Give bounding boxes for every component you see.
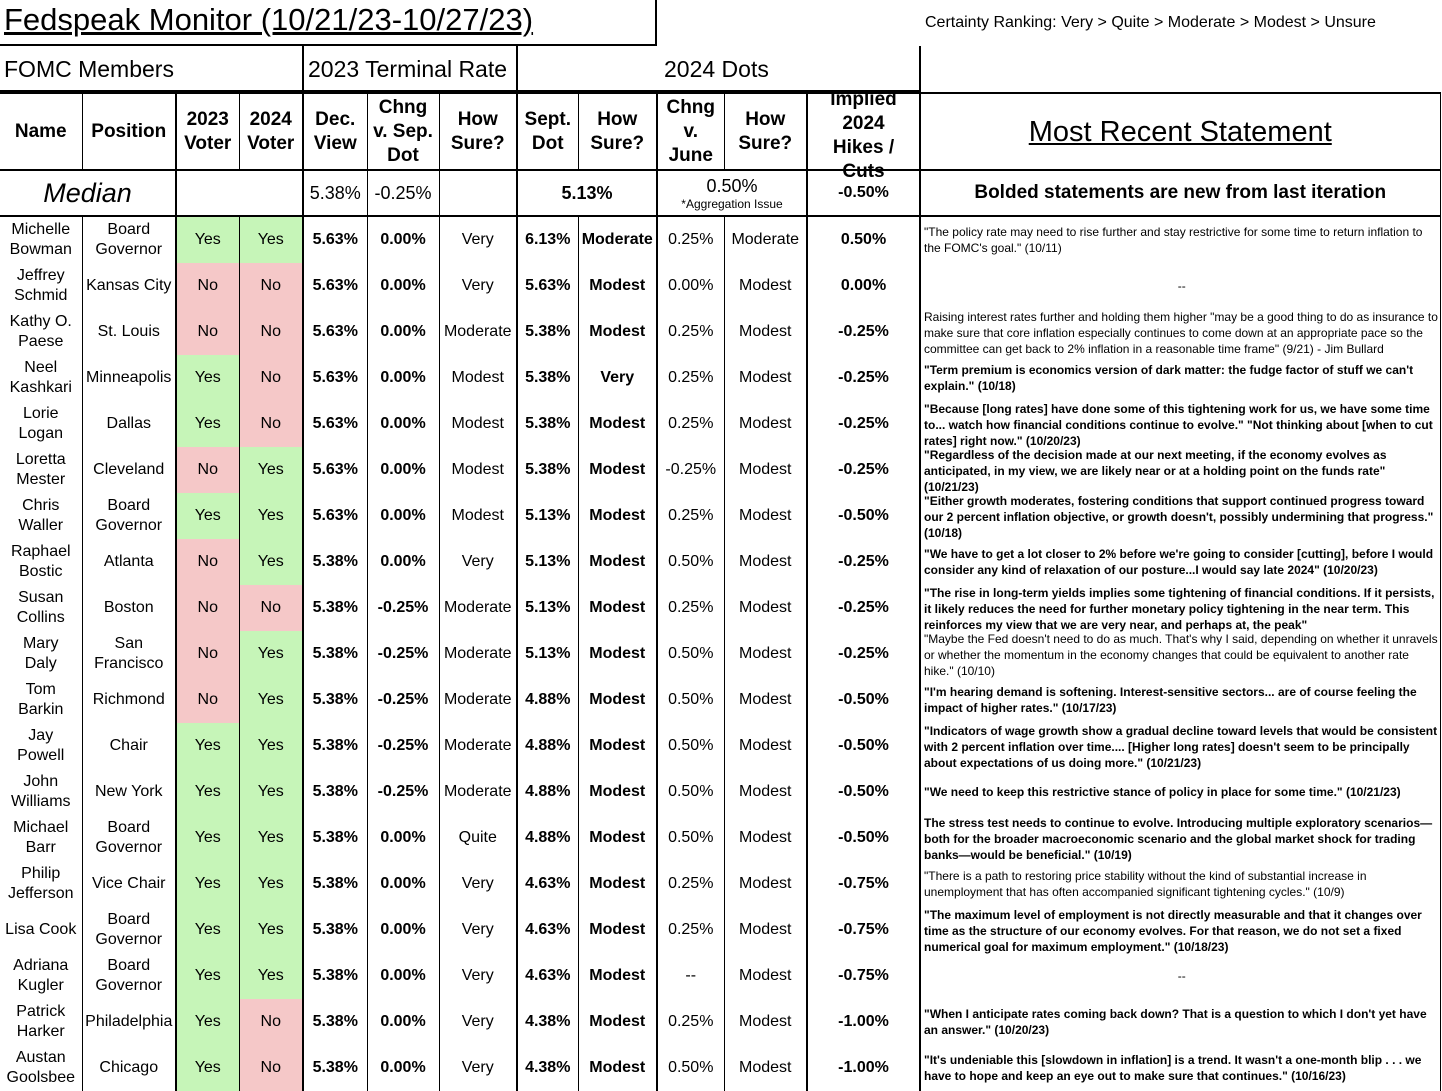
dec-view: 5.63% (303, 493, 367, 539)
member-name: Loretta Mester (0, 447, 82, 493)
sept-dot: 4.88% (517, 677, 578, 723)
col-implied-hikes-cuts: Implied 2024 Hikes / Cuts (807, 93, 920, 170)
median-voter-blank (176, 170, 303, 216)
chng-june: 0.50% (657, 539, 724, 585)
voter-2024: No (239, 355, 303, 401)
table-row (0, 861, 1440, 907)
implied-hikes-cuts: -0.50% (807, 677, 920, 723)
how-sure-june: Modest (724, 815, 807, 861)
chng-june: 0.25% (657, 999, 724, 1045)
how-sure-june: Modest (724, 631, 807, 677)
col-dec-view: Dec. View (303, 93, 367, 170)
implied-hikes-cuts: -0.25% (807, 631, 920, 677)
implied-hikes-cuts: -0.75% (807, 907, 920, 953)
group-2024-dots: 2024 Dots (518, 46, 921, 92)
how-sure-sept: Modest (578, 585, 657, 631)
voter-2023: Yes (176, 493, 239, 539)
implied-hikes-cuts: -0.50% (807, 493, 920, 539)
implied-hikes-cuts: 0.50% (807, 216, 920, 263)
table-row (0, 401, 1440, 447)
member-position: Board Governor (82, 216, 176, 263)
chng-sep-dot: -0.25% (367, 585, 439, 631)
dec-view: 5.38% (303, 585, 367, 631)
member-position: Richmond (82, 677, 176, 723)
voter-2023: No (176, 309, 239, 355)
how-sure-june: Modest (724, 1045, 807, 1091)
how-sure-terminal: Moderate (439, 309, 517, 355)
member-position: Board Governor (82, 907, 176, 953)
how-sure-terminal: Moderate (439, 723, 517, 769)
chng-sep-dot: 0.00% (367, 263, 439, 309)
dec-view: 5.63% (303, 216, 367, 263)
how-sure-june: Modest (724, 723, 807, 769)
table-row (0, 216, 1440, 263)
member-name: Lisa Cook (0, 907, 82, 953)
member-name: Philip Jefferson (0, 861, 82, 907)
chng-sep-dot: 0.00% (367, 999, 439, 1045)
median-implied: -0.50% (807, 170, 920, 216)
dec-view: 5.38% (303, 769, 367, 815)
voter-2024: No (239, 401, 303, 447)
how-sure-terminal: Very (439, 999, 517, 1045)
how-sure-sept: Modest (578, 677, 657, 723)
member-position: Kansas City (82, 263, 176, 309)
member-statement: "Term premium is economics version of dark matter: the fudge factor of stuff we can't explain." (10/18) (920, 355, 1440, 401)
member-statement: "The policy rate may need to rise further and stay restrictive for some time to return inflation to the FOMC's goal." (10/11) (920, 216, 1440, 263)
how-sure-sept: Modest (578, 861, 657, 907)
voter-2024: Yes (239, 723, 303, 769)
implied-hikes-cuts: -0.75% (807, 953, 920, 999)
member-name: Susan Collins (0, 585, 82, 631)
how-sure-june: Modest (724, 907, 807, 953)
dec-view: 5.38% (303, 677, 367, 723)
implied-hikes-cuts: -0.50% (807, 769, 920, 815)
voter-2023: Yes (176, 723, 239, 769)
how-sure-terminal: Modest (439, 355, 517, 401)
sept-dot: 5.13% (517, 539, 578, 585)
chng-june: 0.50% (657, 815, 724, 861)
chng-june: 0.25% (657, 861, 724, 907)
member-name: Jeffrey Schmid (0, 263, 82, 309)
voter-2024: No (239, 999, 303, 1045)
member-position: Atlanta (82, 539, 176, 585)
voter-2023: Yes (176, 999, 239, 1045)
how-sure-terminal: Very (439, 539, 517, 585)
table-row (0, 677, 1440, 723)
member-statement: "When I anticipate rates coming back down? That is a question to which I don't yet have an answer." (10/20/23) (920, 999, 1440, 1045)
how-sure-sept: Moderate (578, 216, 657, 263)
member-position: New York (82, 769, 176, 815)
col-sept-dot: Sept. Dot (517, 93, 578, 170)
median-chng-june: 0.50% *Aggregation Issue (657, 170, 807, 216)
member-position: Chicago (82, 1045, 176, 1091)
table-row (0, 999, 1440, 1045)
voter-2023: No (176, 677, 239, 723)
how-sure-sept: Modest (578, 815, 657, 861)
how-sure-sept: Modest (578, 539, 657, 585)
col-how-sure-terminal: How Sure? (439, 93, 517, 170)
how-sure-terminal: Moderate (439, 677, 517, 723)
how-sure-terminal: Modest (439, 493, 517, 539)
how-sure-terminal: Very (439, 263, 517, 309)
sept-dot: 4.88% (517, 769, 578, 815)
member-name: Chris Waller (0, 493, 82, 539)
dec-view: 5.63% (303, 309, 367, 355)
voter-2024: Yes (239, 953, 303, 999)
voter-2023: Yes (176, 355, 239, 401)
how-sure-june: Modest (724, 861, 807, 907)
voter-2023: Yes (176, 861, 239, 907)
voter-2023: Yes (176, 769, 239, 815)
member-statement: "The rise in long-term yields implies some tightening of financial conditions. If it persists, it likely reduces the need for further monetary policy tightening in the near term. This reinforces my view that we are very near, and perhaps at, the peak" (920, 585, 1440, 631)
table-row (0, 815, 1440, 861)
median-sept-dot: 5.13% (517, 170, 657, 216)
certainty-ranking: Certainty Ranking: Very > Quite > Moderate > Modest > Unsure (925, 14, 1376, 31)
dec-view: 5.38% (303, 815, 367, 861)
how-sure-terminal: Moderate (439, 769, 517, 815)
chng-june: 0.25% (657, 907, 724, 953)
median-row (0, 170, 1440, 216)
voter-2024: Yes (239, 861, 303, 907)
how-sure-sept: Modest (578, 907, 657, 953)
how-sure-sept: Modest (578, 723, 657, 769)
table-row (0, 263, 1440, 309)
dec-view: 5.38% (303, 861, 367, 907)
chng-june: 0.25% (657, 216, 724, 263)
how-sure-terminal: Moderate (439, 585, 517, 631)
voter-2023: Yes (176, 1045, 239, 1091)
col-most-recent-statement: Most Recent Statement (920, 93, 1440, 170)
chng-june: 0.25% (657, 401, 724, 447)
voter-2023: No (176, 263, 239, 309)
table-row (0, 723, 1440, 769)
dec-view: 5.63% (303, 355, 367, 401)
voter-2023: Yes (176, 815, 239, 861)
member-name: Raphael Bostic (0, 539, 82, 585)
member-statement: "I'm hearing demand is softening. Interest-sensitive sectors... are of course feeling the impact of higher rates." (10/17/23) (920, 677, 1440, 723)
implied-hikes-cuts: -0.25% (807, 401, 920, 447)
voter-2023: Yes (176, 953, 239, 999)
dec-view: 5.38% (303, 999, 367, 1045)
sept-dot: 5.13% (517, 585, 578, 631)
member-name: Jay Powell (0, 723, 82, 769)
table-row (0, 907, 1440, 953)
chng-sep-dot: -0.25% (367, 769, 439, 815)
how-sure-june: Modest (724, 401, 807, 447)
chng-sep-dot: -0.25% (367, 677, 439, 723)
chng-sep-dot: 0.00% (367, 907, 439, 953)
dec-view: 5.38% (303, 539, 367, 585)
implied-hikes-cuts: -0.75% (807, 861, 920, 907)
chng-sep-dot: 0.00% (367, 216, 439, 263)
how-sure-june: Modest (724, 355, 807, 401)
member-statement: "Maybe the Fed doesn't need to do as much. That's why I said, depending on whether it unravels or whether the momentum in the economy changes that could be equivalent to another rate hike." (10/10) (920, 631, 1440, 677)
member-statement: Raising interest rates further and holding them higher "may be a good thing to do as insurance to make sure that core inflation especially continues to come down at an appropriate pace so the committee can get back to 2% inflation in a reasonable time frame" (9/21) - Jim Bullard (920, 309, 1440, 355)
sept-dot: 4.63% (517, 861, 578, 907)
how-sure-june: Modest (724, 769, 807, 815)
member-name: Austan Goolsbee (0, 1045, 82, 1091)
voter-2024: No (239, 263, 303, 309)
chng-sep-dot: 0.00% (367, 401, 439, 447)
table-row (0, 953, 1440, 999)
table-row (0, 585, 1440, 631)
page-title: Fedspeak Monitor (10/21/23-10/27/23) (4, 2, 534, 37)
member-name: Lorie Logan (0, 401, 82, 447)
member-name: Tom Barkin (0, 677, 82, 723)
how-sure-sept: Modest (578, 309, 657, 355)
chng-sep-dot: 0.00% (367, 309, 439, 355)
member-statement: "Regardless of the decision made at our next meeting, if the economy evolves as anticipated, in my view, we are likely near or at a holding point on the funds rate" (10/21/23) (920, 447, 1440, 493)
how-sure-terminal: Moderate (439, 631, 517, 677)
voter-2024: No (239, 585, 303, 631)
member-position: Minneapolis (82, 355, 176, 401)
table-row (0, 309, 1440, 355)
implied-hikes-cuts: 0.00% (807, 263, 920, 309)
voter-2023: No (176, 539, 239, 585)
sept-dot: 4.63% (517, 907, 578, 953)
voter-2024: Yes (239, 631, 303, 677)
how-sure-terminal: Modest (439, 447, 517, 493)
col-chng-sep-dot: Chng v. Sep. Dot (367, 93, 439, 170)
how-sure-sept: Modest (578, 769, 657, 815)
member-position: Vice Chair (82, 861, 176, 907)
chng-sep-dot: 0.00% (367, 815, 439, 861)
implied-hikes-cuts: -0.25% (807, 355, 920, 401)
col-how-sure-sept: How Sure? (578, 93, 657, 170)
member-statement: "Either growth moderates, fostering conditions that support continued progress toward our 2 percent inflation objective, or growth doesn't, possibly undermining that progress." (10/18) (920, 493, 1440, 539)
chng-june: 0.50% (657, 1045, 724, 1091)
how-sure-terminal: Modest (439, 401, 517, 447)
how-sure-sept: Modest (578, 953, 657, 999)
how-sure-sept: Very (578, 355, 657, 401)
how-sure-sept: Modest (578, 447, 657, 493)
voter-2024: Yes (239, 907, 303, 953)
voter-2024: Yes (239, 677, 303, 723)
chng-sep-dot: -0.25% (367, 723, 439, 769)
table-row (0, 539, 1440, 585)
table-row (0, 769, 1440, 815)
col-2023-voter: 2023 Voter (176, 93, 239, 170)
member-rows (0, 216, 1440, 1091)
member-name: Michelle Bowman (0, 216, 82, 263)
chng-june: 0.50% (657, 723, 724, 769)
member-position: Chair (82, 723, 176, 769)
chng-sep-dot: 0.00% (367, 447, 439, 493)
sept-dot: 5.38% (517, 447, 578, 493)
implied-hikes-cuts: -0.25% (807, 447, 920, 493)
dec-view: 5.63% (303, 447, 367, 493)
header-row (0, 93, 1440, 170)
table-row (0, 447, 1440, 493)
sept-dot: 4.88% (517, 815, 578, 861)
sept-dot: 5.13% (517, 493, 578, 539)
dec-view: 5.63% (303, 263, 367, 309)
member-position: Philadelphia (82, 999, 176, 1045)
dec-view: 5.38% (303, 723, 367, 769)
voter-2024: Yes (239, 769, 303, 815)
member-name: Neel Kashkari (0, 355, 82, 401)
how-sure-june: Modest (724, 263, 807, 309)
how-sure-sept: Modest (578, 493, 657, 539)
voter-2023: Yes (176, 401, 239, 447)
member-statement: "We have to get a lot closer to 2% before we're going to consider [cutting], before I would consider any kind of relaxation of our posture...I would say late 2024" (10/20/23) (920, 539, 1440, 585)
how-sure-terminal: Quite (439, 815, 517, 861)
chng-june: 0.25% (657, 493, 724, 539)
voter-2024: No (239, 1045, 303, 1091)
member-statement: "Because [long rates] have done some of this tightening work for us, we have some time to... watch how financial conditions continue to evolve." "Not thinking about [when to cut rates] right now." (10/20/23) (920, 401, 1440, 447)
col-name: Name (0, 93, 82, 170)
member-statement: "There is a path to restoring price stability without the kind of substantial increase in unemployment that has often accompanied significant tightening cycles." (10/9) (920, 861, 1440, 907)
voter-2024: Yes (239, 539, 303, 585)
how-sure-june: Modest (724, 493, 807, 539)
member-position: St. Louis (82, 309, 176, 355)
table-row (0, 1045, 1440, 1091)
member-position: Boston (82, 585, 176, 631)
how-sure-june: Modest (724, 585, 807, 631)
chng-sep-dot: 0.00% (367, 953, 439, 999)
member-name: Michael Barr (0, 815, 82, 861)
member-statement: The stress test needs to continue to evolve. Introducing multiple exploratory scenarios—both for the broader macroeconomic scenario and the global market shock for trading banks—would be beneficial." (10/19) (920, 815, 1440, 861)
chng-june: 0.50% (657, 631, 724, 677)
implied-hikes-cuts: -1.00% (807, 1045, 920, 1091)
dec-view: 5.38% (303, 1045, 367, 1091)
how-sure-sept: Modest (578, 1045, 657, 1091)
sept-dot: 5.38% (517, 401, 578, 447)
member-statement: "We need to keep this restrictive stance of policy in place for some time." (10/21/23) (920, 769, 1440, 815)
sept-dot: 5.38% (517, 309, 578, 355)
dec-view: 5.38% (303, 631, 367, 677)
member-name: Adriana Kugler (0, 953, 82, 999)
table-row (0, 631, 1440, 677)
member-name: Mary Daly (0, 631, 82, 677)
chng-june: 0.25% (657, 355, 724, 401)
member-statement: -- (920, 953, 1440, 999)
chng-june: -0.25% (657, 447, 724, 493)
col-2024-voter: 2024 Voter (239, 93, 303, 170)
voter-2023: Yes (176, 216, 239, 263)
member-position: San Francisco (82, 631, 176, 677)
dec-view: 5.38% (303, 907, 367, 953)
chng-june: 0.25% (657, 585, 724, 631)
member-statement: "It's undeniable this [slowdown in inflation] is a trend. It wasn't a one-month blip . . . we have to hope and keep an eye out to make sure that continues." (10/16/23) (920, 1045, 1440, 1091)
dec-view: 5.63% (303, 401, 367, 447)
chng-june: 0.00% (657, 263, 724, 309)
implied-hikes-cuts: -0.50% (807, 815, 920, 861)
sept-dot: 4.38% (517, 1045, 578, 1091)
how-sure-terminal: Very (439, 907, 517, 953)
voter-2024: Yes (239, 216, 303, 263)
group-terminal-rate: 2023 Terminal Rate (304, 46, 518, 92)
member-position: Board Governor (82, 493, 176, 539)
group-fomc-members: FOMC Members (0, 46, 304, 92)
member-position: Dallas (82, 401, 176, 447)
voter-2023: No (176, 631, 239, 677)
table-row (0, 355, 1440, 401)
sept-dot: 4.63% (517, 953, 578, 999)
implied-hikes-cuts: -0.50% (807, 723, 920, 769)
median-chng-sep: -0.25% (367, 170, 439, 216)
implied-hikes-cuts: -0.25% (807, 585, 920, 631)
how-sure-june: Modest (724, 309, 807, 355)
member-name: Patrick Harker (0, 999, 82, 1045)
member-position: Board Governor (82, 815, 176, 861)
voter-2024: Yes (239, 815, 303, 861)
table-row (0, 493, 1440, 539)
voter-2024: Yes (239, 493, 303, 539)
voter-2024: Yes (239, 447, 303, 493)
member-statement: "Indicators of wage growth show a gradual decline toward levels that would be consistent with 2 percent inflation over time.... [Higher long rates] doesn't seem to be principally about expectations of us doing more." (10/21/23) (920, 723, 1440, 769)
median-how-blank (439, 170, 517, 216)
implied-hikes-cuts: -0.25% (807, 309, 920, 355)
col-chng-june: Chng v. June (657, 93, 724, 170)
how-sure-june: Moderate (724, 216, 807, 263)
how-sure-sept: Modest (578, 999, 657, 1045)
member-statement: -- (920, 263, 1440, 309)
member-position: Cleveland (82, 447, 176, 493)
chng-june: 0.50% (657, 677, 724, 723)
how-sure-terminal: Very (439, 1045, 517, 1091)
how-sure-sept: Modest (578, 401, 657, 447)
chng-june: 0.25% (657, 309, 724, 355)
median-statement-note: Bolded statements are new from last iteration (920, 170, 1440, 216)
voter-2023: No (176, 447, 239, 493)
dec-view: 5.38% (303, 953, 367, 999)
member-statement: "The maximum level of employment is not directly measurable and that it changes over time as the structure of our economy evolves. For that reason, we do not set a fixed numerical goal for maximum employment." (10/18/23) (920, 907, 1440, 953)
implied-hikes-cuts: -1.00% (807, 999, 920, 1045)
chng-sep-dot: -0.25% (367, 631, 439, 677)
how-sure-sept: Modest (578, 631, 657, 677)
how-sure-sept: Modest (578, 263, 657, 309)
voter-2023: No (176, 585, 239, 631)
sept-dot: 4.38% (517, 999, 578, 1045)
implied-hikes-cuts: -0.25% (807, 539, 920, 585)
sept-dot: 6.13% (517, 216, 578, 263)
median-dec-view: 5.38% (303, 170, 367, 216)
how-sure-june: Modest (724, 539, 807, 585)
how-sure-terminal: Very (439, 216, 517, 263)
member-name: John Williams (0, 769, 82, 815)
sept-dot: 5.13% (517, 631, 578, 677)
sept-dot: 5.63% (517, 263, 578, 309)
col-position: Position (82, 93, 176, 170)
chng-sep-dot: 0.00% (367, 493, 439, 539)
chng-sep-dot: 0.00% (367, 355, 439, 401)
how-sure-terminal: Very (439, 953, 517, 999)
median-label: Median (0, 170, 176, 216)
col-how-sure-june: How Sure? (724, 93, 807, 170)
fedspeak-table (0, 89, 1441, 1091)
how-sure-terminal: Very (439, 861, 517, 907)
how-sure-june: Modest (724, 953, 807, 999)
how-sure-june: Modest (724, 999, 807, 1045)
sept-dot: 5.38% (517, 355, 578, 401)
chng-june: -- (657, 953, 724, 999)
chng-sep-dot: 0.00% (367, 1045, 439, 1091)
sept-dot: 4.88% (517, 723, 578, 769)
chng-sep-dot: 0.00% (367, 539, 439, 585)
how-sure-june: Modest (724, 677, 807, 723)
chng-june: 0.50% (657, 769, 724, 815)
voter-2023: Yes (176, 907, 239, 953)
chng-sep-dot: 0.00% (367, 861, 439, 907)
voter-2024: No (239, 309, 303, 355)
member-position: Board Governor (82, 953, 176, 999)
member-name: Kathy O. Paese (0, 309, 82, 355)
aggregation-note: *Aggregation Issue (681, 196, 783, 211)
how-sure-june: Modest (724, 447, 807, 493)
